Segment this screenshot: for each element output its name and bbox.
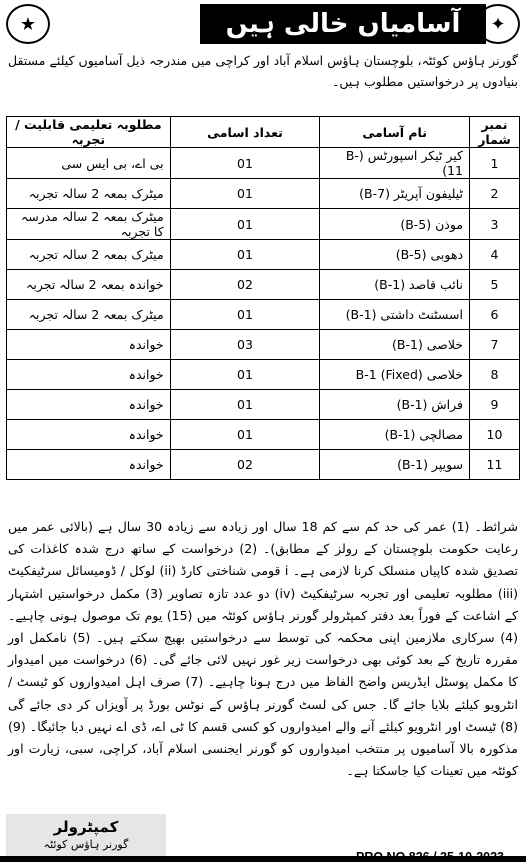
- signature-title: کمپٹرولر: [53, 818, 119, 836]
- conditions-text: شرائط۔ (1) عمر کی حد کم سے کم 18 سال اور زیادہ سے زیادہ 30 سال ہے (بالائی عمر میں رعایت حکومت بلوچستان کے رولز کے مطابق)۔ (2) درخواست کے ساتھ درج شدہ کاغذات کی تصدیق شدہ کاپیاں منسلک کرنا لازمی ہے۔ i قومی شناختی کارڈ (ii) لوکل / ڈومیسائل سرٹیفکیٹ (iii) مطلوبہ تعلیمی اور تجربہ سرٹیفکیٹ (iv) دو عدد تازہ تصاویر (3) مکمل درخواستیں اشتہار کے اشاعت کے فوراً بعد دفتر کمپٹرولر گورنر ہاؤس کوئٹہ میں (15) یوم تک موصول ہونی چاہیے۔ (4) سرکاری ملازمین اپنی محکمہ کی توسط سے درخواستیں بھیج سکتے ہیں۔ (5) نامکمل اور مقررہ تاریخ کے بعد کوئی بھی درخواست زیر غور نہیں لائی جائے گی۔ (6) درخواست میں امیدوار کا مکمل پوسٹل ایڈریس واضح الفاظ میں درج ہونا چاہیے۔ (7) صرف اہل امیدواروں کو ٹیسٹ / انٹرویو کیلئے بلایا جائے گا۔ جس کی لسٹ گورنر ہاؤس کے نوٹس بورڈ پر آویزاں کر دی جائے گی (8) ٹیسٹ اور انٹرویو کیلئے آنے والے امیدواروں کو کسی قسم کا ٹی اے، ڈی اے نہیں دیا جائیگا۔ (9) مذکورہ بالا آسامیوں پر منتخب امیدواروں کو گورنر ایجنسی اسلام آباد، کراچی، سبی، زیارت اور کوئٹہ میں تعینات کیا جاسکتا ہے۔: [8, 519, 519, 779]
- count-cell: 01: [170, 390, 320, 420]
- count-cell: 01: [170, 209, 320, 240]
- header-count: تعداد اسامی: [170, 117, 320, 148]
- qualification-cell: خواندہ: [7, 390, 171, 420]
- table-row: [7, 330, 520, 360]
- post-cell: ٹیلیفون آپریٹر (B-7): [320, 179, 470, 209]
- intro-text: گورنر ہاؤس کوئٹہ، بلوچستان ہاؤس اسلام آباد اور کراچی میں مندرجہ ذیل آسامیوں کیلئے مستقل بنیادوں پر درخواستیں مطلوب ہیں۔: [8, 53, 518, 89]
- header: [4, 4, 522, 46]
- footer-bar: [0, 856, 526, 862]
- post-cell: کیر ٹیکر اسپورٹس (B-11): [320, 148, 470, 179]
- qualification-cell: بی اے، بی ایس سی: [7, 148, 171, 179]
- serial-cell: 5: [470, 270, 520, 300]
- table-row: [7, 148, 520, 179]
- qualification-cell: خواندہ بمعہ 2 سالہ تجربہ: [7, 270, 171, 300]
- qualification-cell: خواندہ: [7, 330, 171, 360]
- government-emblem-icon: ★: [6, 4, 50, 44]
- table-row: [7, 179, 520, 209]
- count-cell: 01: [170, 240, 320, 270]
- table-row: [7, 300, 520, 330]
- table-row: [7, 360, 520, 390]
- qualification-cell: میٹرک بمعہ 2 سالہ مدرسہ کا تجربہ: [7, 209, 171, 240]
- serial-cell: 4: [470, 240, 520, 270]
- table-row: [7, 270, 520, 300]
- header-serial: نمبر شمار: [470, 117, 520, 148]
- count-cell: 01: [170, 300, 320, 330]
- signature-subtitle: گورنر ہاؤس کوئٹہ: [43, 838, 129, 851]
- serial-cell: 3: [470, 209, 520, 240]
- serial-cell: 9: [470, 390, 520, 420]
- count-cell: 01: [170, 179, 320, 209]
- header-post: نام آسامی: [320, 117, 470, 148]
- count-cell: 01: [170, 360, 320, 390]
- count-cell: 01: [170, 148, 320, 179]
- post-cell: اسسٹنٹ داشتی (B-1): [320, 300, 470, 330]
- qualification-cell: خواندہ: [7, 420, 171, 450]
- post-cell: سویپر (B-1): [320, 450, 470, 480]
- qualification-cell: خواندہ: [7, 450, 171, 480]
- post-cell: خلاصی B-1 (Fixed): [320, 360, 470, 390]
- serial-cell: 7: [470, 330, 520, 360]
- post-cell: خلاصی (B-1): [320, 330, 470, 360]
- serial-cell: 11: [470, 450, 520, 480]
- qualification-cell: میٹرک بمعہ 2 سالہ تجربہ: [7, 179, 171, 209]
- serial-cell: 6: [470, 300, 520, 330]
- page-title: آسامیاں خالی ہیں: [200, 4, 486, 44]
- count-cell: 03: [170, 330, 320, 360]
- serial-cell: 1: [470, 148, 520, 179]
- balochistan-emblem-icon: ✦: [476, 4, 520, 44]
- table-row: [7, 209, 520, 240]
- count-cell: 02: [170, 270, 320, 300]
- count-cell: 02: [170, 450, 320, 480]
- post-cell: نائب قاصد (B-1): [320, 270, 470, 300]
- table-row: [7, 420, 520, 450]
- serial-cell: 10: [470, 420, 520, 450]
- table-row: [7, 240, 520, 270]
- serial-cell: 2: [470, 179, 520, 209]
- qualification-cell: میٹرک بمعہ 2 سالہ تجربہ: [7, 300, 171, 330]
- signature-block: [6, 814, 166, 862]
- post-cell: فراش (B-1): [320, 390, 470, 420]
- serial-cell: 8: [470, 360, 520, 390]
- vacancy-table: [6, 116, 520, 480]
- qualification-cell: میٹرک بمعہ 2 سالہ تجربہ: [7, 240, 171, 270]
- count-cell: 01: [170, 420, 320, 450]
- table-row: [7, 450, 520, 480]
- post-cell: دھوبی (B-5): [320, 240, 470, 270]
- table-row: [7, 390, 520, 420]
- qualification-cell: خواندہ: [7, 360, 171, 390]
- post-cell: موذن (B-5): [320, 209, 470, 240]
- post-cell: مصالچی (B-1): [320, 420, 470, 450]
- table-header-row: [7, 117, 520, 148]
- header-qualification: مطلوبہ تعلیمی قابلیت / تجربہ: [7, 117, 171, 148]
